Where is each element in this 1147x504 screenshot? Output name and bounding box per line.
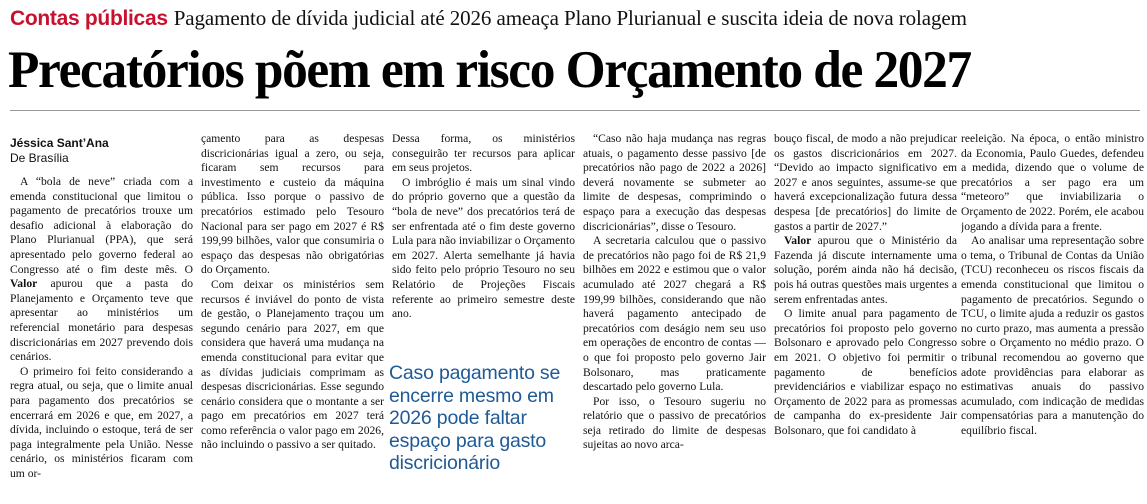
paragraph: O limite anual para pagamento de precatórios foi proposto pelo governo Bolsonaro e aprovado pelo Congresso em 2021. O objetivo foi permitir o pagamento de benefícios previdenciários e viabilizar espaço no Orçamento de 2022 para as promessas de campanha do ex-presidente Jair Bolsonaro, que foi candidato à <box>774 307 957 437</box>
paragraph: A “bola de neve” criada com a emenda constitucional que limitou o pagamento de precatórios trouxe um desafio adicional à elaboração do Plano Plurianual (PPA), que será apresentado pelo governo federal ao Congresso até o fim deste mês. O Valor apurou que a pasta do Planejamento e Orçamento teve que apresentar ao ministérios um referencial monetário para despesas discricionárias em 2027 prevendo dois cenários. <box>10 175 193 364</box>
paragraph: bouço fiscal, de modo a não prejudicar os gastos discricionários em 2027. “Devido ao impacto significativo em 2027 e anos seguintes, assume-se que haverá excepcionalização futura dessa despesa [de precatórios] do limite de gastos a partir de 2027.” <box>774 132 957 233</box>
paragraph: O primeiro foi feito considerando a regra atual, ou seja, que o limite anual para pagamento dos precatórios se encerrará em 2026 e que, em 2027, a dívida, incluindo o estoque, terá de ser paga integralmente pela União. Nesse cenário, os ministérios ficaram com um or- <box>10 364 193 480</box>
kicker-line <box>10 6 1140 36</box>
headline: Precatórios põem em risco Orçamento de 2027 <box>8 41 971 99</box>
publication-name: Valor <box>10 277 38 291</box>
article-column-5 <box>774 132 957 500</box>
paragraph: Ao analisar uma representação sobre o tema, o Tribunal de Contas da União (TCU) reconheceu os riscos fiscais da emenda constitucional que limitou o pagamento de precatórios. Segundo o TCU, o limite ajuda a reduzir os gastos no curto prazo, mas aumenta a pressão sobre o Orçamento no médio prazo. O tribunal recomendou ao governo que adote providências para elaborar as estimativas anuais do passivo acumulado, com indicação de medidas compensatórias para a manutenção do equilíbrio fiscal. <box>961 234 1144 437</box>
article-column-2 <box>201 132 384 500</box>
paragraph: reeleição. Na época, o então ministro da Economia, Paulo Guedes, defendeu a medida, dizendo que o volume de precatórios a ser pago era um “meteoro” que inviabilizaria o Orçamento de 2022. Porém, ele acabou jogando a dívida para a frente. <box>961 132 1144 233</box>
article-column-6 <box>961 132 1144 500</box>
article-column-1 <box>10 136 193 504</box>
paragraph: Dessa forma, os ministérios conseguirão ter recursos para aplicar em seus projetos. <box>392 132 575 175</box>
paragraph: “Caso não haja mudança nas regras atuais, o pagamento desse passivo [de precatórios não pago de 2022 a 2026] deverá novamente se submeter ao limite de despesas, comprimindo o espaço para a execução das despesas discricionárias”, disse o Tesouro. <box>583 132 766 233</box>
paragraph: Com deixar os ministérios sem recursos é inviável do ponto de vista de gestão, o Planejamento traçou um segundo cenário para 2027, em que considera que haverá uma mudança na emenda constitucional para evitar que as dívidas judiciais comprimam as despesas discricionárias. Esse segundo cenário considera que o montante a ser pago em precatórios em 2027 terá como referência o valor pago em 2026, não incluindo o passivo a ser quitado. <box>201 277 384 452</box>
paragraph: çamento para as despesas discricionárias igual a zero, ou seja, ficaram sem recursos para investimento e custeio da máquina pública. Isso porque o passivo de precatórios estimado pelo Tesouro Nacional para ser pago em 2027 é R$ 199,99 bilhões, valor que consumiria o espaço das despesas não obrigatórias do Orçamento. <box>201 132 384 277</box>
pull-quote: Caso pagamento se encerre mesmo em 2026 pode faltar espaço para gasto discricionário <box>389 362 561 474</box>
divider <box>10 110 1140 111</box>
author-name: Jéssica Sant’Ana <box>10 136 109 150</box>
section-kicker: Contas públicas <box>10 7 168 30</box>
article-column-3 <box>392 132 575 352</box>
publication-name: Valor <box>784 234 812 248</box>
paragraph: O imbróglio é mais um sinal vindo do próprio governo que a questão da “bola de neve” dos precatórios terá de ser enfrentada até o fim deste governo Lula para não inviabilizar o Orçamento em 2027. Alerta semelhante já havia sido feito pelo próprio Tesouro no seu Relatório de Projeções Fiscais referente ao primeiro semestre deste ano. <box>392 175 575 321</box>
paragraph: A secretaria calculou que o passivo de precatórios não pago foi de R$ 21,9 bilhões em 2022 e estimou que o valor acumulado até 2027 chegará a R$ 199,99 bilhões, considerando que não haverá pagamento antecipado de precatórios com deságio nem seu uso em operações de encontro de contas — o que foi proposto pelo governo Jair Bolsonaro, mas praticamente descartado pelo governo Lula. <box>583 234 766 394</box>
article-column-4 <box>583 132 766 500</box>
subheadline: Pagamento de dívida judicial até 2026 ameaça Plano Plurianual e suscita ideia de nova rolagem <box>173 6 967 30</box>
paragraph: Valor apurou que o Ministério da Fazenda já discute internamente uma solução, porém ainda não há decisão, pois há outras questões mais urgentes a serem enfrentadas antes. <box>774 234 957 306</box>
author-location: De Brasília <box>10 151 69 165</box>
paragraph: Por isso, o Tesouro sugeriu no relatório que o passivo de precatórios seja retirado do limite de despesas sujeitas ao novo arca- <box>583 394 766 452</box>
